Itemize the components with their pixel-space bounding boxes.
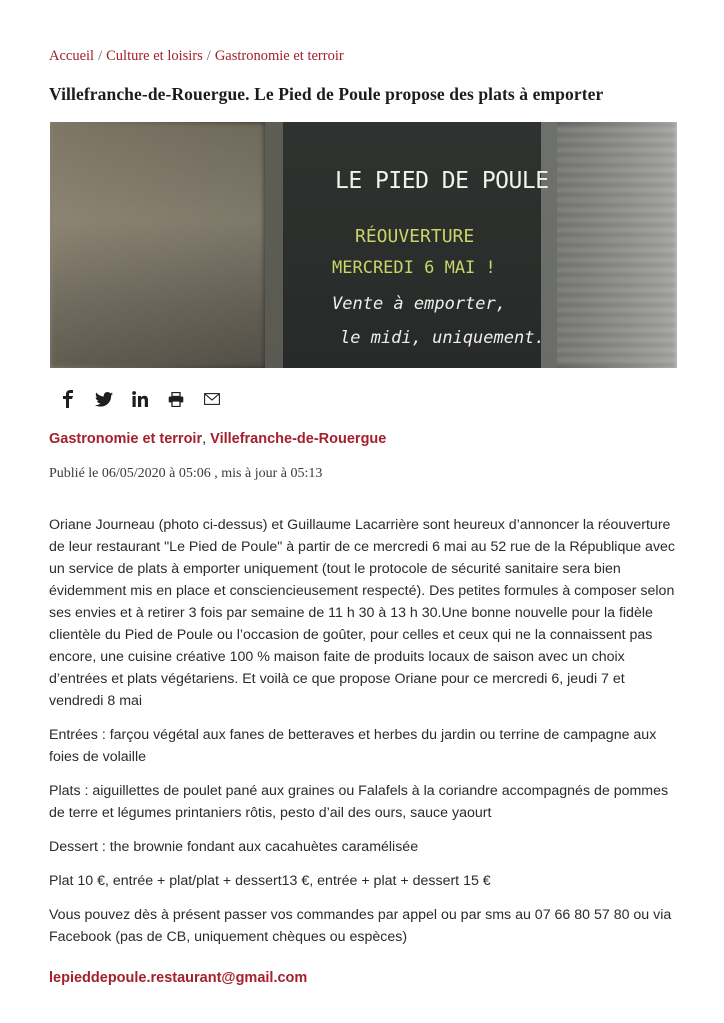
facebook-icon[interactable]: [58, 389, 78, 409]
tag-villefranche-link[interactable]: Villefranche-de-Rouergue: [210, 431, 387, 447]
article-paragraph: Oriane Journeau (photo ci-dessus) et Guillaume Lacarrière sont heureux d’annoncer la réouverture de leur restaurant "Le Pied de Poule" à partir de ce mercredi 6 mai au 52 rue de la République avec un service de plats à emporter uniquement (tout le protocole de sécurité sanitaire sera bien évidemment mis en place et consciencieusement respecté). Des petites formules à composer selon ses envies et à retirer 3 fois par semaine de 11 h 30 à 13 h 30.Une bonne nouvelle pour la fidèle clientèle du Pied de Poule ou l’occasion de goûter, pour celles et ceux qui ne la connaissent pas encore, une cuisine créative 100 % maison faite de produits locaux de saison avec un choix d’entrées et plats végétariens. Et voilà ce que propose Oriane pour ce mercredi 6, jeudi 7 et vendredi 8 mai: [49, 517, 676, 709]
breadcrumb-separator: /: [98, 48, 103, 64]
linkedin-icon[interactable]: [130, 389, 150, 409]
breadcrumb-culture-link[interactable]: Culture et loisirs: [106, 48, 203, 64]
photo-wall-left: [50, 122, 265, 368]
article-photo: [50, 122, 677, 368]
article-paragraph: Dessert : the brownie fondant aux cacahuètes caramélisée: [49, 839, 419, 855]
chalkboard-restaurant-name: LE PIED DE POULE: [335, 168, 549, 194]
twitter-icon[interactable]: [94, 389, 114, 409]
print-icon[interactable]: [166, 389, 186, 409]
article-paragraph: Plat 10 €, entrée + plat/plat + dessert13 €, entrée + plat + dessert 15 €: [49, 873, 491, 889]
chalkboard-reopening: RÉOUVERTURE: [355, 226, 475, 247]
article-tags: Gastronomie et terroir, Villefranche-de-Rouergue: [49, 431, 387, 447]
chalkboard-takeaway: Vente à emporter,: [332, 294, 506, 314]
chalkboard-date: MERCREDI 6 MAI !: [332, 258, 496, 278]
breadcrumb-home-link[interactable]: Accueil: [49, 48, 95, 64]
article-body: [49, 514, 681, 960]
breadcrumb-gastronomie-link[interactable]: Gastronomie et terroir: [214, 48, 344, 64]
article-title: Villefranche-de-Rouergue. Le Pied de Poule propose des plats à emporter: [49, 84, 604, 104]
published-date: Publié le 06/05/2020 à 05:06 , mis à jour à 05:13: [49, 466, 323, 481]
breadcrumb: [49, 48, 344, 65]
chalkboard-lunch-only: le midi, uniquement.: [340, 328, 545, 348]
breadcrumb-separator: /: [206, 48, 211, 64]
article-paragraph: Entrées : farçou végétal aux fanes de betteraves et herbes du jardin ou terrine de campagne aux foies de volaille: [49, 727, 657, 765]
tag-gastronomie-link[interactable]: Gastronomie et terroir: [49, 431, 203, 447]
email-link[interactable]: lepieddepoule.restaurant@gmail.com: [49, 970, 308, 986]
mail-icon[interactable]: [202, 389, 222, 409]
chalkboard: [265, 122, 557, 368]
article-paragraph: Plats : aiguillettes de poulet pané aux graines ou Falafels à la coriandre accompagnés de pommes de terre et légumes printaniers rôtis, pesto d’ail des ours, sauce yaourt: [49, 783, 669, 821]
share-bar: [58, 389, 222, 409]
article-paragraph: Vous pouvez dès à présent passer vos commandes par appel ou par sms au 07 66 80 57 80 ou via Facebook (pas de CB, uniquement chèques ou espèces): [49, 907, 672, 945]
